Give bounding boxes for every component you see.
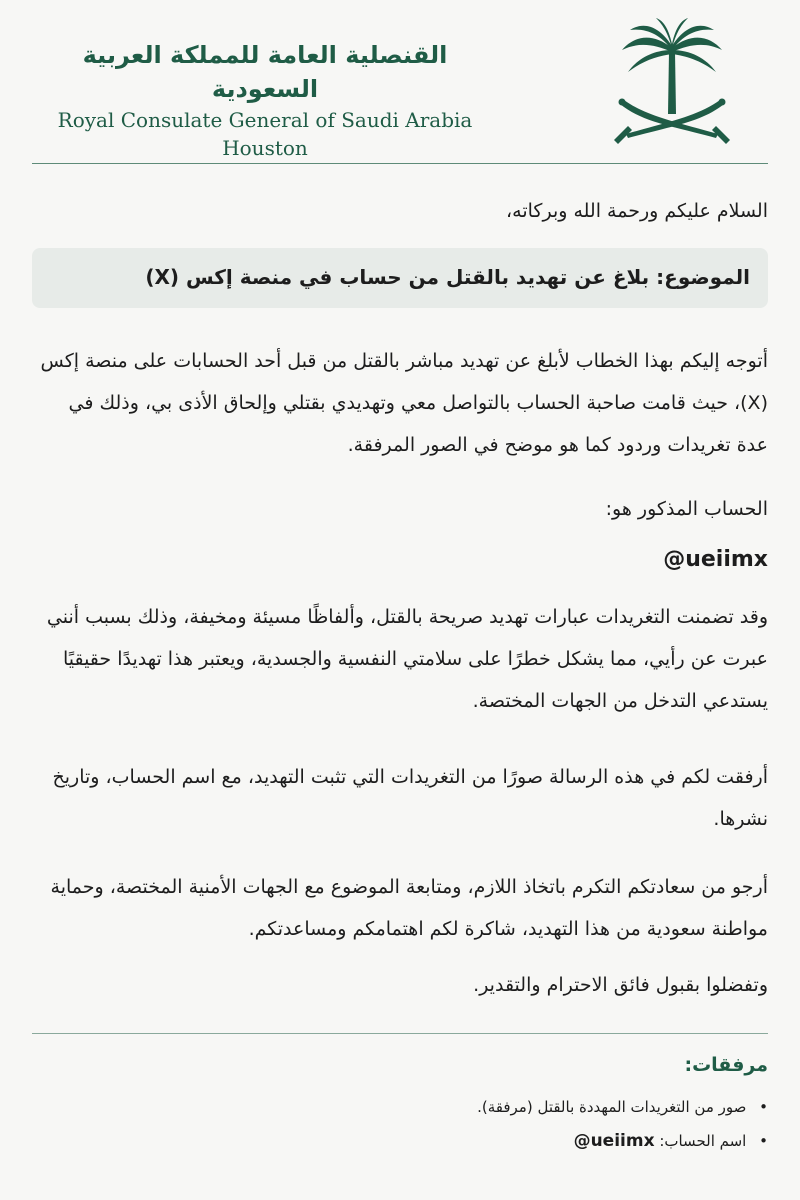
bullet-icon: •: [759, 1098, 768, 1116]
paragraph-threat-details: وقد تضمنت التغريدات عبارات تهديد صريحة بالقتل، وألفاظًا مسيئة ومخيفة، وذلك بسبب أنني عبرت عن رأيي، مما يشكل خطرًا على سلامتي النفسية والجسدية، ويعتبر هذا تهديدًا حقيقيًا يستدعي التدخل من الجهات المختصة.: [46, 606, 768, 712]
attachments-list: [32, 1092, 768, 1160]
attachments-title: مرفقات:: [684, 1054, 768, 1076]
attachment-item: [32, 1092, 768, 1122]
attachment-text: اسم الحساب:: [659, 1132, 747, 1150]
letterhead: [0, 0, 800, 165]
attachment-item: [32, 1126, 768, 1156]
footer-divider: [32, 1033, 768, 1034]
header-divider: [32, 163, 768, 164]
subject-line: الموضوع: بلاغ عن تهديد بالقتل من حساب في منصة إكس (X): [145, 265, 750, 289]
paragraph-intro: أتوجه إليكم بهذا الخطاب لأبلغ عن تهديد مباشر بالقتل من قبل أحد الحسابات على منصة إكس (X)، حيث قامت صاحبة الحساب بالتواصل معي وتهديدي بقتلي وإلحاق الأذى بي، وذلك في عدة تغريدات وردود كما هو موضح في الصور المرفقة.: [40, 350, 768, 456]
attachment-text: صور من التغريدات المهددة بالقتل (مرفقة).: [477, 1098, 747, 1116]
letterhead-text: [40, 38, 490, 162]
org-name-arabic: القنصلية العامة للمملكة العربية السعودية: [82, 41, 448, 103]
consulate-city: Houston: [222, 136, 308, 160]
closing: وتفضلوا بقبول فائق الاحترام والتقدير.: [473, 974, 768, 996]
attachment-account-handle: @ueiimx: [573, 1131, 655, 1151]
bullet-icon: •: [759, 1132, 768, 1150]
greeting: السلام عليكم ورحمة الله وبركاته،: [506, 200, 768, 222]
subject-box: [32, 248, 768, 308]
account-label: الحساب المذكور هو:: [605, 498, 768, 520]
saudi-emblem-palm-swords-icon: [612, 18, 732, 148]
org-name-english: Royal Consulate General of Saudi Arabia: [57, 108, 473, 132]
paragraph-request: أرجو من سعادتكم التكرم باتخاذ اللازم، ومتابعة الموضوع مع الجهات الأمنية المختصة، وحماية مواطنة سعودية من هذا التهديد، شاكرة لكم اهتمامكم ومساعدتكم.: [50, 876, 768, 940]
paragraph-evidence: أرفقت لكم في هذه الرسالة صورًا من التغريدات التي تثبت التهديد، مع اسم الحساب، وتاريخ نشرها.: [52, 766, 768, 830]
account-handle: @ueiimx: [663, 547, 768, 572]
